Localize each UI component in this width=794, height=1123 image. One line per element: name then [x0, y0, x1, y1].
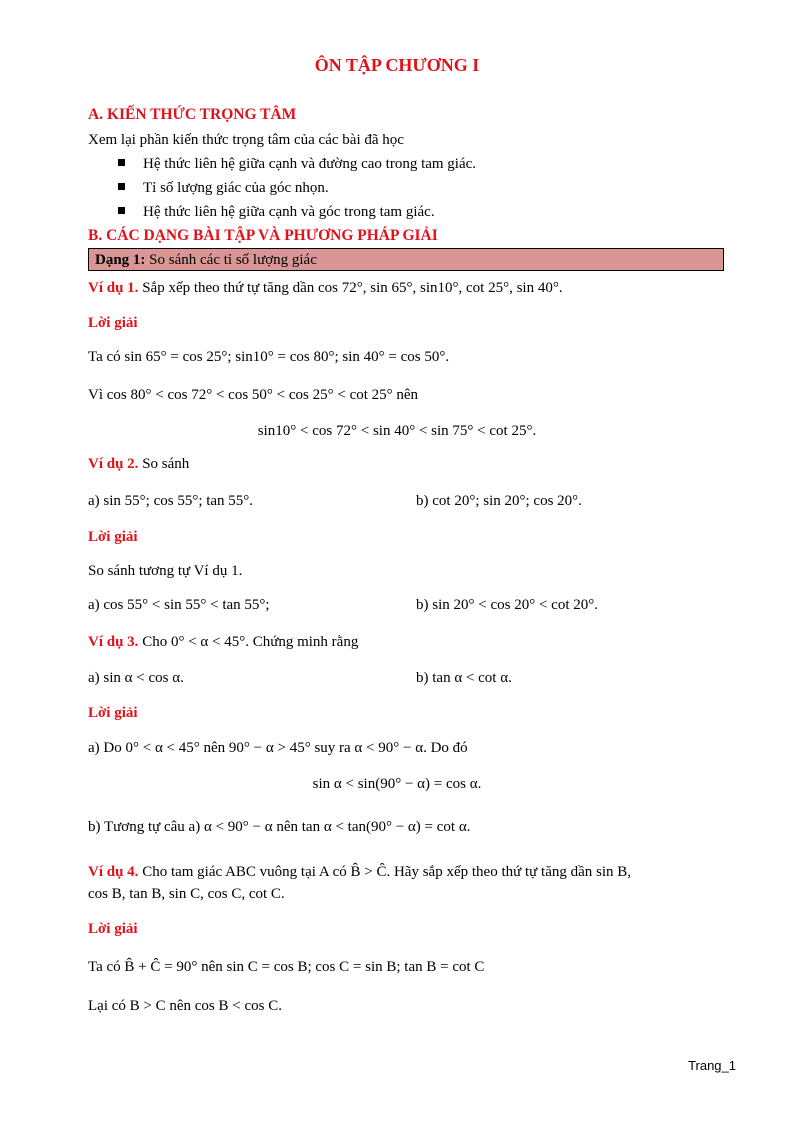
page-title: ÔN TẬP CHƯƠNG I — [314, 55, 480, 75]
solution-label: Lời giải — [88, 315, 138, 331]
square-bullet-icon — [118, 183, 125, 190]
example-3-part-b: b) tan α < cot α. — [416, 670, 512, 686]
example-1-solution-line: Vì cos 80° < cos 72° < cos 50° < cos 25° < cot 25° nên — [88, 387, 419, 403]
example-2-part-b: b) cot 20°; sin 20°; cos 20°. — [416, 493, 582, 509]
example-1-prompt: Ví dụ 1. Sắp xếp theo thứ tự tăng dần cos 72°, sin 65°, sin10°, cot 25°, sin 40°. — [88, 280, 563, 296]
section-a-intro: Xem lại phần kiến thức trọng tâm của các bài đã học — [88, 132, 404, 148]
section-a-heading: A. KIẾN THỨC TRỌNG TÂM — [88, 106, 297, 123]
example-2-part-a: a) sin 55°; cos 55°; tan 55°. — [88, 493, 254, 509]
square-bullet-icon — [118, 159, 125, 166]
example-2-solution-b: b) sin 20° < cos 20° < cot 20°. — [416, 597, 598, 613]
solution-label: Lời giải — [88, 705, 138, 721]
solution-label: Lời giải — [88, 529, 138, 545]
example-2-prompt: Ví dụ 2. So sánh — [88, 456, 190, 472]
example-3-solution-line: a) Do 0° < α < 45° nên 90° − α > 45° suy ra α < 90° − α. Do đó — [88, 740, 468, 756]
example-3-prompt: Ví dụ 3. Cho 0° < α < 45°. Chứng minh rằng — [88, 634, 359, 650]
solution-label: Lời giải — [88, 921, 138, 937]
square-bullet-icon — [118, 207, 125, 214]
example-4-solution-line: Ta có B̂ + Ĉ = 90° nên sin C = cos B; cos C = sin B; tan B = cot C — [88, 959, 485, 975]
example-1-solution-line: Ta có sin 65° = cos 25°; sin10° = cos 80°; sin 40° = cos 50°. — [88, 349, 450, 365]
example-2-solution-line: So sánh tương tự Ví dụ 1. — [88, 563, 243, 579]
bullet-item: Tỉ số lượng giác của góc nhọn. — [118, 179, 329, 197]
example-1-result: sin10° < cos 72° < sin 40° < sin 75° < cot 25°. — [257, 423, 537, 439]
example-4-prompt-cont: cos B, tan B, sin C, cos C, cot C. — [88, 886, 285, 902]
page-number: Trang_1 — [688, 1058, 736, 1073]
dang1-box — [88, 248, 724, 271]
example-4-prompt: Ví dụ 4. Cho tam giác ABC vuông tại A có B̂ > Ĉ. Hãy sắp xếp theo thứ tự tăng dần sin B, — [88, 864, 632, 880]
bullet-item: Hệ thức liên hệ giữa cạnh và góc trong tam giác. — [118, 203, 435, 221]
dang1-title: Dạng 1: So sánh các tỉ số lượng giác — [95, 252, 317, 268]
bullet-item: Hệ thức liên hệ giữa cạnh và đường cao trong tam giác. — [118, 155, 476, 173]
example-3-result: sin α < sin(90° − α) = cos α. — [312, 776, 482, 792]
example-2-solution-a: a) cos 55° < sin 55° < tan 55°; — [88, 597, 270, 613]
section-b-heading: B. CÁC DẠNG BÀI TẬP VÀ PHƯƠNG PHÁP GIẢI — [88, 227, 438, 244]
example-3-solution-line: b) Tương tự câu a) α < 90° − α nên tan α < tan(90° − α) = cot α. — [88, 819, 471, 835]
example-4-solution-line: Lại có B > C nên cos B < cos C. — [88, 998, 282, 1014]
example-3-part-a: a) sin α < cos α. — [88, 670, 184, 686]
